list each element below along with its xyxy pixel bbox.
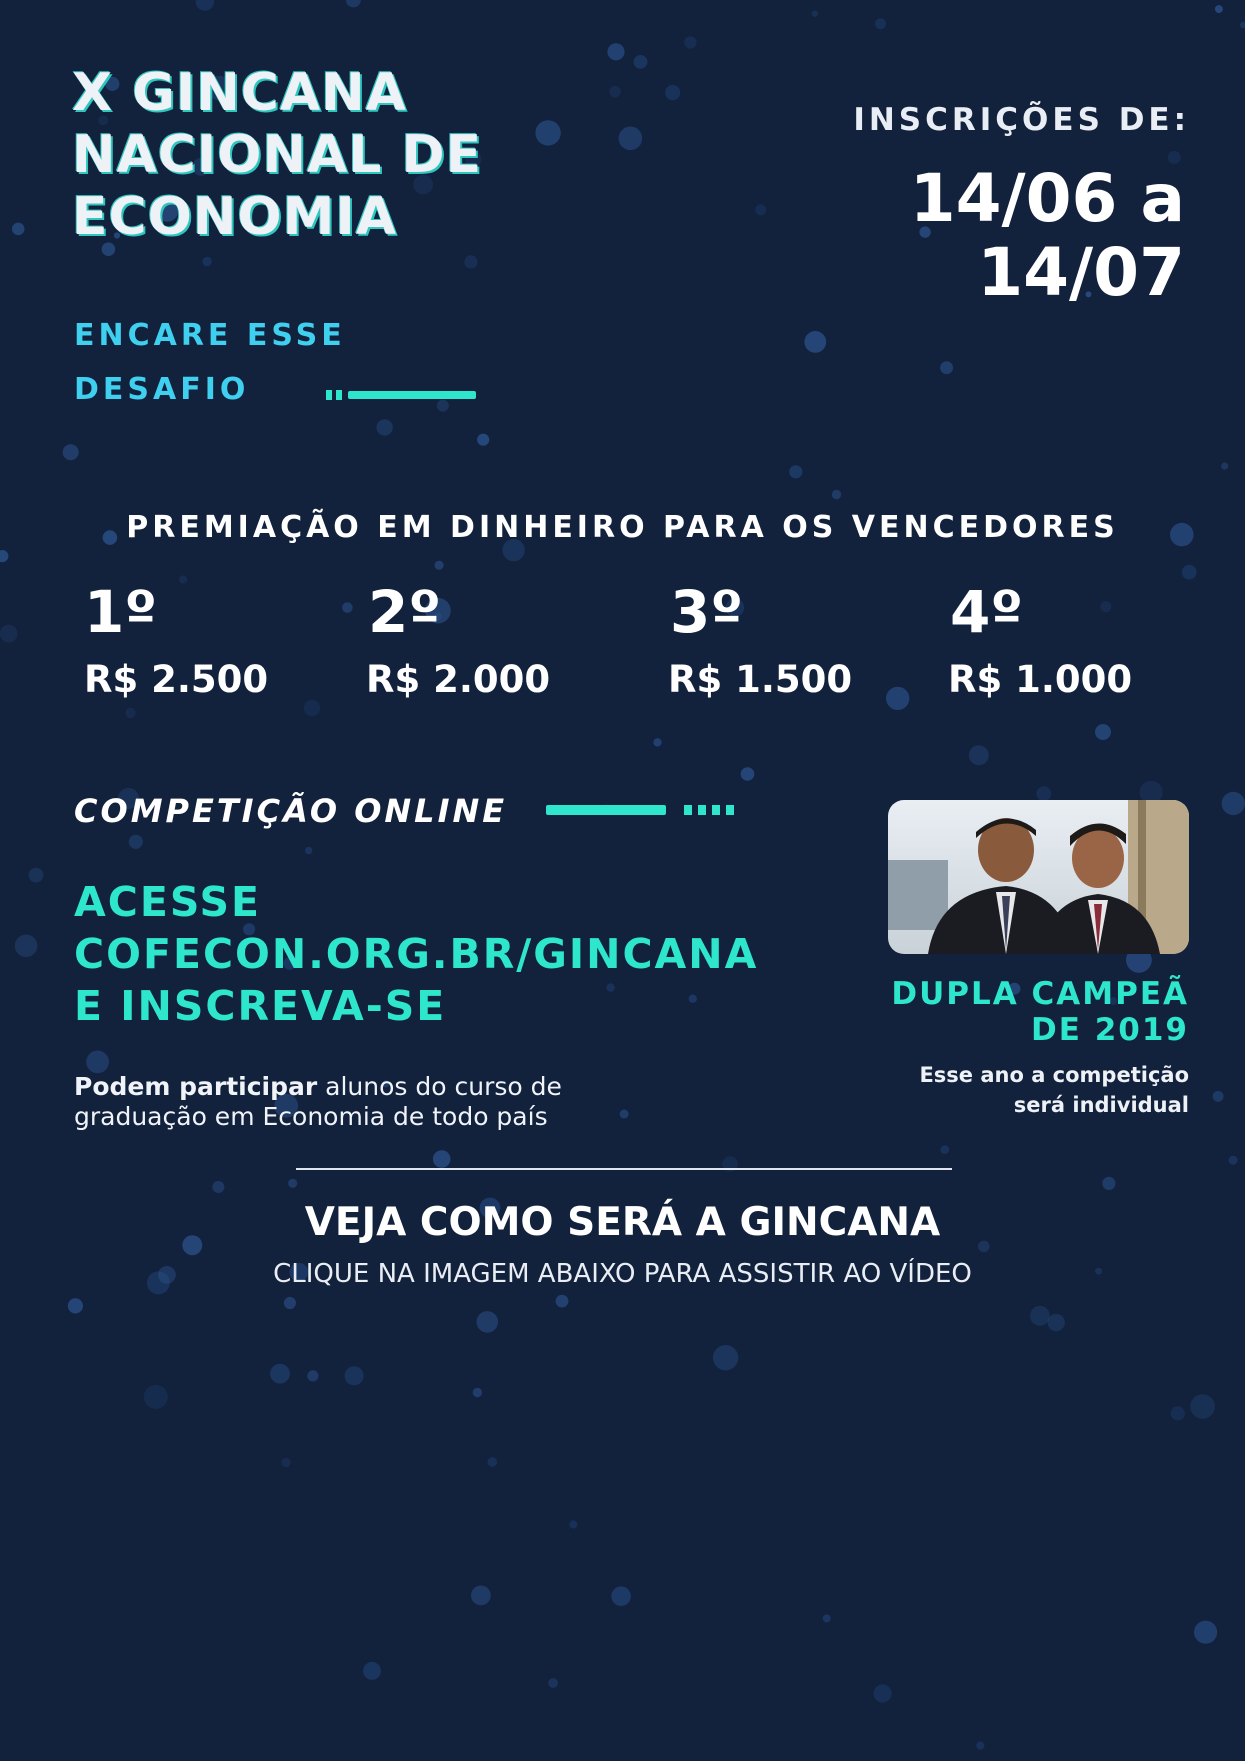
bokeh-dot [144, 1385, 168, 1409]
bokeh-dot [1102, 1177, 1115, 1190]
bokeh-dot [611, 1586, 631, 1606]
bokeh-dot [653, 738, 661, 746]
bokeh-dot [755, 204, 766, 215]
champions-note-line: Esse ano a competição [919, 1063, 1189, 1087]
champions-note-line: será individual [1013, 1093, 1189, 1117]
bokeh-dot [1095, 724, 1111, 740]
prize-amount: R$ 1.500 [668, 658, 853, 701]
bokeh-dot [15, 935, 38, 958]
video-subtitle[interactable]: CLIQUE NA IMAGEM ABAIXO PARA ASSISTIR AO VÍDEO [273, 1259, 972, 1289]
bokeh-dot [1171, 1406, 1185, 1420]
bokeh-dot [345, 1366, 364, 1385]
bokeh-dot [437, 400, 449, 412]
bokeh-dot [1213, 1091, 1224, 1102]
bokeh-dot [832, 490, 841, 499]
bokeh-dot [1030, 1306, 1050, 1326]
video-title: VEJA COMO SERÁ A GINCANA [304, 1200, 941, 1245]
bokeh-dot [1036, 786, 1051, 801]
bokeh-dot [346, 0, 361, 8]
bokeh-dot [284, 1297, 296, 1309]
bokeh-dot [1190, 1394, 1215, 1419]
event-title [72, 62, 482, 248]
bokeh-dot [435, 561, 444, 570]
registration-label: INSCRIÇÕES DE: [853, 102, 1190, 138]
eligibility-rest: alunos do curso de [317, 1072, 562, 1101]
access-cta [74, 876, 758, 1032]
bokeh-dot [1194, 1621, 1217, 1644]
prize-place: 4º [950, 578, 1024, 646]
eligibility-text [74, 1072, 562, 1132]
registration-date-line: 14/06 a [909, 160, 1185, 237]
bokeh-dot [1182, 565, 1197, 580]
bokeh-dot [969, 745, 989, 765]
bokeh-dot [609, 86, 621, 98]
bokeh-dot [619, 127, 643, 151]
bokeh-dot [1229, 1156, 1238, 1165]
bokeh-dot [270, 1364, 290, 1384]
tagline-dash-mark [326, 390, 332, 400]
bokeh-dot [488, 1457, 498, 1467]
bokeh-dot [713, 1345, 738, 1370]
prize-amount: R$ 2.000 [366, 658, 551, 701]
bokeh-dot [741, 767, 755, 781]
bokeh-dot [874, 1684, 892, 1702]
champions-photo-illustration [888, 800, 1189, 954]
eligibility-bold: Podem participar [74, 1072, 318, 1101]
competition-dash-mark [698, 805, 706, 815]
bokeh-dot [556, 1295, 569, 1308]
bokeh-dot [535, 120, 560, 145]
bokeh-dot [464, 255, 477, 268]
bokeh-dot [212, 1181, 224, 1193]
champions-title-line: DE 2019 [1031, 1012, 1189, 1048]
bokeh-dot [29, 868, 44, 883]
registration-date-line: 14/07 [977, 234, 1185, 311]
bokeh-dot [684, 36, 696, 48]
bokeh-dot [823, 1614, 831, 1622]
bokeh-dot [12, 223, 25, 236]
bokeh-dot [1222, 792, 1245, 815]
bokeh-dot [0, 625, 18, 643]
bokeh-dot [665, 85, 680, 100]
bokeh-dot [473, 1388, 482, 1397]
bokeh-dot [129, 835, 143, 849]
title-line: ECONOMIA [72, 187, 397, 247]
bokeh-dot [548, 1678, 558, 1688]
bokeh-dot [288, 1179, 297, 1188]
bokeh-dot [976, 1742, 984, 1750]
registration-dates [910, 162, 1185, 310]
bokeh-dot [376, 419, 392, 435]
title-line: NACIONAL DE [72, 125, 483, 185]
prize-amount: R$ 1.000 [948, 658, 1133, 701]
competition-label: COMPETIÇÃO ONLINE [74, 792, 508, 830]
bokeh-dot [620, 1110, 629, 1119]
bokeh-dot [179, 575, 187, 583]
access-url[interactable]: COFECON.ORG.BR/GINCANA [74, 930, 759, 978]
bokeh-dot [1215, 5, 1223, 13]
bokeh-dot [1240, 22, 1245, 28]
tagline-dash-mark [336, 390, 342, 400]
bokeh-dot [196, 0, 214, 11]
bokeh-dot [86, 1051, 109, 1074]
section-divider [296, 1168, 952, 1170]
bokeh-dot [1048, 1314, 1065, 1331]
prize-place: 2º [368, 578, 442, 646]
bokeh-dot [433, 1150, 451, 1168]
tagline [74, 309, 346, 417]
prize-amount: R$ 2.500 [84, 658, 269, 701]
bokeh-dot [305, 847, 312, 854]
bokeh-dot [804, 331, 826, 353]
bokeh-dot [875, 18, 886, 29]
bokeh-dot [1100, 601, 1111, 612]
bokeh-dot [477, 434, 489, 446]
bokeh-dot [607, 43, 624, 60]
access-line: E INSCREVA-SE [74, 982, 447, 1030]
bokeh-dot [304, 700, 320, 716]
champions-title-line: DUPLA CAMPEÃ [891, 976, 1189, 1012]
bokeh-dot [307, 1370, 318, 1381]
bokeh-dot [281, 1458, 290, 1467]
competition-dash-bar [546, 805, 666, 815]
bokeh-dot [634, 55, 648, 69]
bokeh-dot [342, 602, 353, 613]
bokeh-dot [1221, 463, 1228, 470]
champions-photo [888, 800, 1189, 954]
champions-title [891, 976, 1189, 1048]
bokeh-dot [940, 1145, 949, 1154]
bokeh-dot [940, 361, 953, 374]
access-line: ACESSE [74, 878, 262, 926]
competition-dash-mark [726, 805, 734, 815]
bokeh-dot [477, 1311, 499, 1333]
bokeh-dot [68, 1298, 83, 1313]
bokeh-dot [63, 444, 79, 460]
bokeh-dot [363, 1662, 381, 1680]
bokeh-dot [569, 1520, 577, 1528]
prize-heading: PREMIAÇÃO EM DINHEIRO PARA OS VENCEDORES [126, 510, 1119, 545]
bokeh-dot [125, 708, 135, 718]
bokeh-dot [789, 465, 802, 478]
competition-dash-mark [684, 805, 692, 815]
title-line: X GINCANA [72, 63, 407, 123]
champions-note [919, 1060, 1189, 1120]
prize-place: 1º [84, 578, 158, 646]
tagline-dash-bar [348, 391, 476, 399]
bokeh-dot [471, 1586, 491, 1606]
eligibility-line2: graduação em Economia de todo país [74, 1102, 548, 1131]
prize-place: 3º [670, 578, 744, 646]
competition-dash-mark [712, 805, 720, 815]
bokeh-dot [202, 257, 211, 266]
bokeh-dot [0, 550, 8, 562]
tagline-line: DESAFIO [74, 372, 250, 407]
bokeh-dot [886, 687, 909, 710]
tagline-line: ENCARE ESSE [74, 318, 346, 353]
bokeh-dot [812, 10, 818, 16]
